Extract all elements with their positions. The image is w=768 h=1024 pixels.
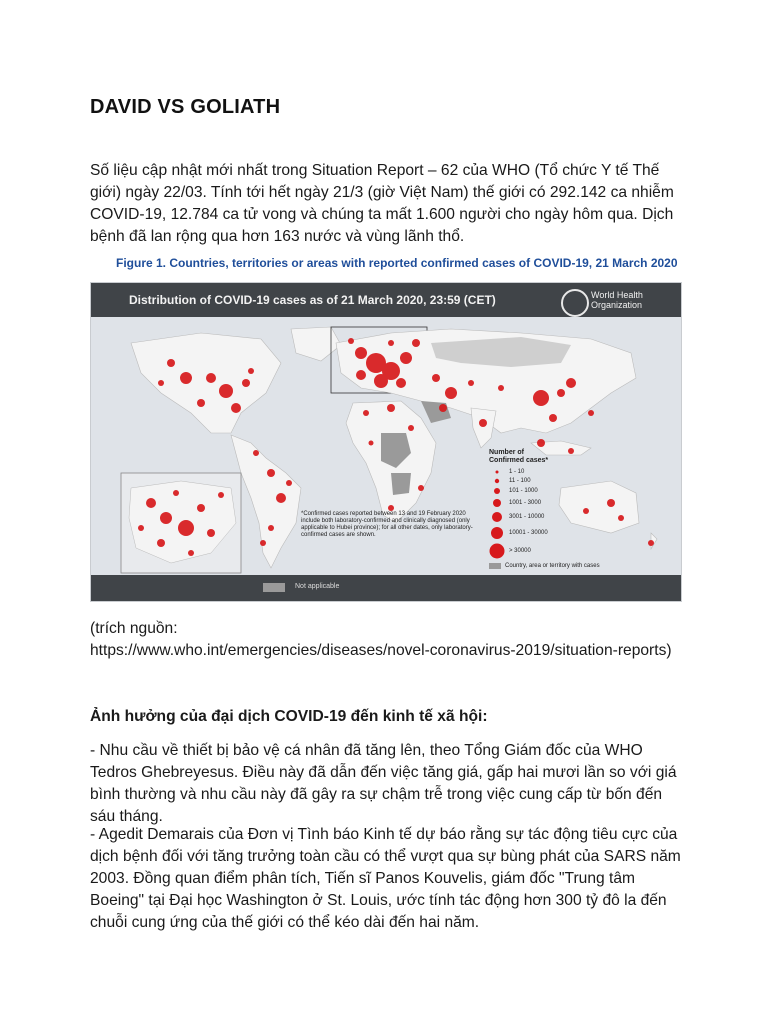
who-map-figure [90, 252, 680, 602]
not-applicable-swatch [263, 583, 285, 592]
legend-title: Number of Confirmed cases* [489, 449, 549, 464]
map-header [91, 283, 681, 317]
legend-item: 11 - 100 [509, 478, 531, 484]
map-footnote: *Confirmed cases reported between 13 and 19 February 2020 include both laboratory-confirmed and clinically diagnosed (only applicable to Hubei province); for all other dates, only laboratory-confirmed cases are shown. [301, 511, 473, 538]
legend-item: 3001 - 10000 [509, 514, 545, 520]
source-url: https://www.who.int/emergencies/diseases/novel-coronavirus-2019/situation-reports) [90, 642, 672, 659]
map-footer [91, 575, 681, 601]
not-applicable-label: Not applicable [295, 583, 340, 590]
page-title: DAVID VS GOLIATH [90, 96, 281, 118]
legend-item: > 30000 [509, 548, 531, 554]
legend-note: Country, area or territory with cases [505, 563, 600, 569]
legend-item: 1 - 10 [509, 469, 525, 475]
who-org-name: World Health Organization [591, 290, 643, 310]
intro-paragraph: Số liệu cập nhật mới nhất trong Situation Report – 62 của WHO (Tổ chức Y tế Thế giới) ngày 22/03. Tính tới hết ngày 21/3 (giờ Việt Nam) thế giới có 292.142 ca nhiễm COVID-19, 12.784 ca tử vong và chúng ta mất 1.600 người cho ngày hôm qua. Dịch bệnh đã lan rộng qua hơn 163 nước và vùng lãnh thổ. [90, 162, 674, 245]
section-heading: Ảnh hưởng của đại dịch COVID-19 đến kinh tế xã hội: [90, 708, 488, 725]
world-map [90, 282, 682, 602]
map-graphic [91, 283, 681, 601]
who-emblem-icon [561, 289, 589, 317]
paragraph-ppe: - Nhu cầu về thiết bị bảo vệ cá nhân đã tăng lên, theo Tổng Giám đốc của WHO Tedros Ghebreyesus. Điều này đã dẫn đến việc tăng giá, gấp hai mươi lần so với giá bình thường và nhu cầu này đã gây ra sự chậm trễ trong việc cung cấp từ bốn đến sáu tháng. [90, 742, 677, 825]
paragraph-economy: - Agedit Demarais của Đơn vị Tình báo Kinh tế dự báo rằng sự tác động tiêu cực của dịch bệnh đối với tăng trưởng toàn cầu có thể vượt qua sự bùng phát của SARS năm 2003. Đồng quan điểm phân tích, Tiến sĩ Panos Kouvelis, giám đốc "Trung tâm Boeing" tại Đại học Washington ở St. Louis, ước tính tác động hơn 300 tỷ đô la đến chuỗi cung ứng của thế giới có thể kéo dài đến hai năm. [90, 826, 681, 931]
figure-caption: Figure 1. Countries, territories or areas with reported confirmed cases of COVID-19, 21 March 2020 [116, 256, 678, 270]
legend-item: 10001 - 30000 [509, 530, 548, 536]
legend-item: 101 - 1000 [509, 488, 538, 494]
map-title: Distribution of COVID-19 cases as of 21 March 2020, 23:59 (CET) [129, 293, 496, 307]
source-label: (trích nguồn: [90, 620, 178, 637]
legend-item: 1001 - 3000 [509, 500, 542, 506]
